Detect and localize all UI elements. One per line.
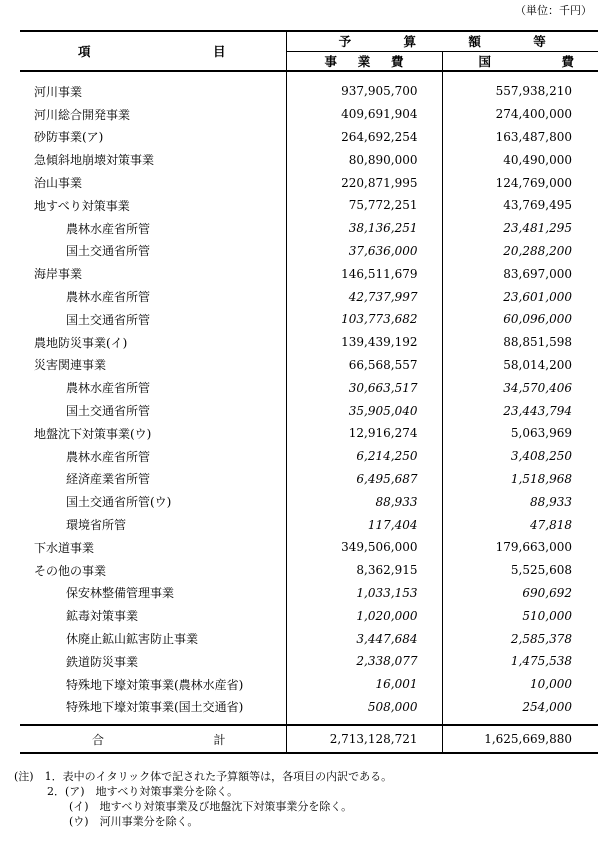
table-row-breakdown — [20, 308, 598, 331]
row-national-cost: 47,818 — [530, 517, 572, 532]
table-row — [20, 354, 598, 377]
row-project-cost: 1,020,000 — [286, 604, 442, 627]
table-row-breakdown — [20, 240, 598, 263]
row-national-cost: 3,408,250 — [510, 449, 572, 464]
table-row — [20, 331, 598, 354]
row-project-cost: 42,737,997 — [286, 285, 442, 308]
row-national-cost: 10,000 — [530, 677, 572, 692]
row-national-cost: 2,585,378 — [510, 631, 572, 646]
row-national-cost: 40,490,000 — [503, 152, 572, 167]
table-row — [20, 194, 598, 217]
total-national-cost: 1,625,669,880 — [442, 725, 598, 753]
row-national-cost: 5,525,608 — [510, 563, 572, 578]
table-row-breakdown — [20, 399, 598, 422]
total-label — [20, 725, 286, 753]
row-label: 砂防事業(ア) — [20, 126, 286, 149]
total-label-char: 合 — [92, 732, 105, 747]
row-national-cost: 5,063,969 — [510, 426, 572, 441]
row-project-cost: 66,568,557 — [286, 354, 442, 377]
note-line: (イ) 地すべり対策事業及び地盤沈下対策事業分を除く。 — [14, 800, 353, 813]
header-project-cost — [286, 51, 442, 71]
table-row-breakdown — [20, 673, 598, 696]
header-item-char: 項 — [78, 44, 91, 59]
header-item — [20, 31, 286, 71]
table-row-breakdown — [20, 445, 598, 468]
row-project-cost: 37,636,000 — [286, 240, 442, 263]
table-row — [20, 148, 598, 171]
row-project-cost: 508,000 — [286, 696, 442, 726]
total-project-cost: 2,713,128,721 — [286, 725, 442, 753]
row-national-cost: 58,014,200 — [503, 357, 572, 372]
row-national-cost: 254,000 — [522, 699, 572, 714]
row-project-cost: 1,033,153 — [286, 582, 442, 605]
row-label: 河川事業 — [20, 71, 286, 103]
row-project-cost: 937,905,700 — [286, 71, 442, 103]
table-row-breakdown — [20, 513, 598, 536]
header-budget-char: 等 — [533, 34, 546, 50]
header-budget-char: 算 — [403, 34, 417, 50]
table-row-breakdown — [20, 696, 598, 726]
note-line: (ウ) 河川事業分を除く。 — [14, 815, 199, 828]
row-national-cost: 60,096,000 — [503, 312, 572, 327]
row-project-cost: 12,916,274 — [286, 422, 442, 445]
row-label: 河川総合開発事業 — [20, 103, 286, 126]
header-char: 費 — [390, 53, 404, 69]
row-project-cost: 409,691,904 — [286, 103, 442, 126]
table-row-breakdown — [20, 582, 598, 605]
row-label: 農地防災事業(イ) — [20, 331, 286, 354]
row-project-cost: 117,404 — [286, 513, 442, 536]
header-item-char: 目 — [212, 44, 226, 59]
row-label: 国土交通省所管(ウ) — [20, 490, 286, 513]
row-project-cost: 80,890,000 — [286, 148, 442, 171]
row-label: 特殊地下壕対策事業(国土交通省) — [20, 696, 286, 726]
row-national-cost: 1,518,968 — [510, 471, 572, 486]
row-national-cost: 23,481,295 — [503, 221, 572, 236]
row-national-cost: 124,769,000 — [495, 175, 572, 190]
table-row — [20, 262, 598, 285]
table-row-breakdown — [20, 217, 598, 240]
row-national-cost: 510,000 — [522, 608, 572, 623]
header-char: 事 — [324, 53, 338, 69]
row-project-cost: 16,001 — [286, 673, 442, 696]
row-national-cost: 274,400,000 — [495, 107, 572, 122]
row-project-cost: 103,773,682 — [286, 308, 442, 331]
table-row — [20, 103, 598, 126]
row-project-cost: 35,905,040 — [286, 399, 442, 422]
header-national-cost — [442, 51, 598, 71]
row-label: 経済産業省所管 — [20, 468, 286, 491]
row-national-cost: 88,933 — [530, 494, 572, 509]
row-label: 国土交通省所管 — [20, 240, 286, 263]
row-label: 農林水産省所管 — [20, 445, 286, 468]
row-project-cost: 8,362,915 — [286, 559, 442, 582]
note-line: 2．(ア) 地すべり対策事業分を除く。 — [14, 785, 239, 798]
header-char: 費 — [561, 53, 574, 69]
row-project-cost: 88,933 — [286, 490, 442, 513]
row-national-cost: 163,487,800 — [495, 129, 572, 144]
row-project-cost: 6,495,687 — [286, 468, 442, 491]
budget-table — [20, 30, 598, 754]
row-national-cost: 557,938,210 — [495, 84, 572, 99]
row-project-cost: 146,511,679 — [286, 262, 442, 285]
row-label: 農林水産省所管 — [20, 285, 286, 308]
row-label: 鉄道防災事業 — [20, 650, 286, 673]
table-row — [20, 171, 598, 194]
header-char: 業 — [357, 53, 371, 69]
header-char: 国 — [478, 53, 492, 69]
table-row-breakdown — [20, 650, 598, 673]
row-label: 海岸事業 — [20, 262, 286, 285]
row-project-cost: 220,871,995 — [286, 171, 442, 194]
row-project-cost: 38,136,251 — [286, 217, 442, 240]
row-national-cost: 690,692 — [522, 585, 572, 600]
table-row-breakdown — [20, 490, 598, 513]
row-project-cost: 264,692,254 — [286, 126, 442, 149]
table-row — [20, 422, 598, 445]
row-project-cost: 6,214,250 — [286, 445, 442, 468]
total-label-char: 計 — [213, 732, 226, 747]
row-national-cost: 179,663,000 — [495, 540, 572, 555]
notes — [14, 769, 392, 829]
row-national-cost: 34,570,406 — [503, 380, 572, 395]
table-row-breakdown — [20, 285, 598, 308]
row-national-cost: 1,475,538 — [510, 654, 572, 669]
note-line: (注) 1．表中のイタリック体で記された予算額等は，各項目の内訳である。 — [14, 770, 393, 783]
row-label: 治山事業 — [20, 171, 286, 194]
row-label: 急傾斜地崩壊対策事業 — [20, 148, 286, 171]
row-national-cost: 43,769,495 — [503, 198, 572, 213]
row-project-cost: 2,338,077 — [286, 650, 442, 673]
total-row — [20, 725, 598, 753]
row-label: 保安林整備管理事業 — [20, 582, 286, 605]
table-row — [20, 536, 598, 559]
row-label: 国土交通省所管 — [20, 308, 286, 331]
row-label: 国土交通省所管 — [20, 399, 286, 422]
table-row-breakdown — [20, 604, 598, 627]
row-label: 災害関連事業 — [20, 354, 286, 377]
unit-label: （単位：千円） — [515, 4, 592, 17]
row-label: 農林水産省所管 — [20, 376, 286, 399]
table-row-breakdown — [20, 376, 598, 399]
row-label: 休廃止鉱山鉱害防止事業 — [20, 627, 286, 650]
row-project-cost: 75,772,251 — [286, 194, 442, 217]
table-row-breakdown — [20, 468, 598, 491]
header-budget-char: 予 — [338, 34, 352, 50]
row-label: その他の事業 — [20, 559, 286, 582]
row-project-cost: 30,663,517 — [286, 376, 442, 399]
table-row — [20, 71, 598, 103]
row-project-cost: 349,506,000 — [286, 536, 442, 559]
row-label: 農林水産省所管 — [20, 217, 286, 240]
row-label: 地すべり対策事業 — [20, 194, 286, 217]
row-national-cost: 83,697,000 — [503, 266, 572, 281]
row-label: 特殊地下壕対策事業(農林水産省) — [20, 673, 286, 696]
row-national-cost: 23,601,000 — [503, 289, 572, 304]
table-row-breakdown — [20, 627, 598, 650]
row-national-cost: 23,443,794 — [503, 403, 572, 418]
row-label: 地盤沈下対策事業(ウ) — [20, 422, 286, 445]
row-national-cost: 88,851,598 — [503, 335, 572, 350]
row-national-cost: 20,288,200 — [503, 243, 572, 258]
row-project-cost: 3,447,684 — [286, 627, 442, 650]
row-label: 下水道事業 — [20, 536, 286, 559]
header-budget — [286, 31, 598, 51]
row-project-cost: 139,439,192 — [286, 331, 442, 354]
table-row — [20, 559, 598, 582]
row-label: 鉱毒対策事業 — [20, 604, 286, 627]
row-label: 環境省所管 — [20, 513, 286, 536]
header-budget-char: 額 — [468, 34, 481, 50]
table-row — [20, 126, 598, 149]
